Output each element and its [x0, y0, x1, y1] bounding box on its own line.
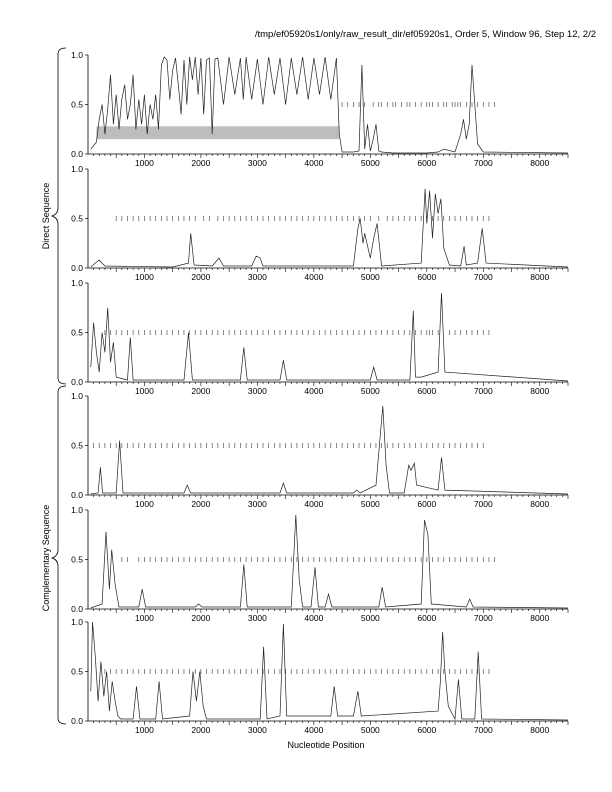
x-tick-label: 5000: [360, 613, 380, 623]
x-tick-label: 4000: [304, 158, 324, 168]
panel-4: [71, 391, 568, 509]
x-tick-label: 3000: [247, 386, 267, 396]
series-line: [91, 622, 568, 720]
x-tick-label: 4000: [304, 272, 324, 282]
series-line: [91, 293, 568, 381]
x-tick-label: 5000: [360, 158, 380, 168]
x-tick-label: 3000: [247, 725, 267, 735]
x-tick-label: 7000: [473, 386, 493, 396]
direct-group-label: Direct Sequence: [41, 182, 51, 250]
panels: [71, 50, 568, 735]
y-tick-label: 0.0: [71, 490, 83, 500]
y-tick-label: 0.0: [71, 604, 83, 614]
y-tick-label: 0.5: [71, 554, 83, 565]
x-tick-label: 7000: [473, 158, 493, 168]
y-tick-label: 0.5: [71, 327, 83, 338]
x-tick-label: 1000: [134, 725, 154, 735]
x-tick-label: 2000: [191, 386, 211, 396]
x-tick-label: 6000: [417, 158, 437, 168]
x-tick-label: 6000: [417, 272, 437, 282]
x-tick-label: 1000: [134, 158, 154, 168]
y-tick-label: 1.0: [71, 164, 83, 174]
series-line: [91, 189, 568, 267]
x-tick-label: 7000: [473, 613, 493, 623]
x-tick-label: 2000: [191, 499, 211, 509]
panel-6: [71, 617, 568, 735]
x-tick-label: 7000: [473, 272, 493, 282]
y-tick-label: 0.5: [71, 666, 83, 677]
panel-3: [71, 278, 568, 396]
x-tick-label: 5000: [360, 725, 380, 735]
x-tick-label: 3000: [247, 158, 267, 168]
x-tick-label: 4000: [304, 725, 324, 735]
x-tick-label: 6000: [417, 613, 437, 623]
y-tick-label: 0.5: [71, 440, 83, 451]
x-tick-label: 7000: [473, 725, 493, 735]
x-tick-label: 3000: [247, 499, 267, 509]
figure-title: /tmp/ef05920s1/only/raw_result_dir/ef05920s1, Order 5, Window 96, Step 12, 2/2: [254, 29, 596, 40]
shaded-region: [96, 126, 339, 139]
x-tick-label: 7000: [473, 499, 493, 509]
x-tick-label: 4000: [304, 499, 324, 509]
x-tick-label: 8000: [530, 725, 550, 735]
x-tick-label: 5000: [360, 272, 380, 282]
y-tick-label: 1.0: [71, 391, 83, 401]
y-tick-label: 1.0: [71, 278, 83, 288]
y-tick-label: 1.0: [71, 50, 83, 60]
panel-1: [71, 50, 568, 168]
x-tick-label: 8000: [530, 158, 550, 168]
x-tick-label: 2000: [191, 725, 211, 735]
y-tick-label: 0.0: [71, 716, 83, 726]
direct-bracket: [52, 48, 66, 384]
y-tick-label: 1.0: [71, 505, 83, 515]
x-tick-label: 1000: [134, 499, 154, 509]
y-tick-label: 1.0: [71, 617, 83, 627]
x-tick-label: 5000: [360, 386, 380, 396]
x-tick-label: 2000: [191, 613, 211, 623]
x-tick-label: 3000: [247, 272, 267, 282]
series-line: [91, 515, 568, 608]
x-tick-label: 1000: [134, 386, 154, 396]
x-tick-label: 1000: [134, 272, 154, 282]
x-tick-label: 6000: [417, 499, 437, 509]
x-tick-label: 2000: [191, 272, 211, 282]
y-tick-label: 0.5: [71, 213, 83, 224]
y-tick-label: 0.0: [71, 377, 83, 387]
x-tick-label: 3000: [247, 613, 267, 623]
x-tick-label: 1000: [134, 613, 154, 623]
panel-5: [71, 505, 568, 623]
x-tick-label: 4000: [304, 613, 324, 623]
y-tick-label: 0.0: [71, 263, 83, 273]
x-tick-label: 8000: [530, 499, 550, 509]
x-tick-label: 2000: [191, 158, 211, 168]
y-tick-label: 0.5: [71, 99, 83, 110]
series-line: [91, 406, 568, 494]
x-tick-label: 8000: [530, 386, 550, 396]
complementary-bracket: [52, 386, 66, 724]
x-tick-label: 6000: [417, 725, 437, 735]
x-tick-label: 6000: [417, 386, 437, 396]
x-tick-label: 8000: [530, 613, 550, 623]
panel-2: [71, 164, 568, 282]
x-tick-label: 8000: [530, 272, 550, 282]
y-tick-label: 0.0: [71, 149, 83, 159]
x-tick-label: 4000: [304, 386, 324, 396]
x-tick-label: 5000: [360, 499, 380, 509]
complementary-group-label: Complementary Sequence: [41, 504, 51, 612]
x-axis-label: Nucleotide Position: [287, 740, 365, 750]
